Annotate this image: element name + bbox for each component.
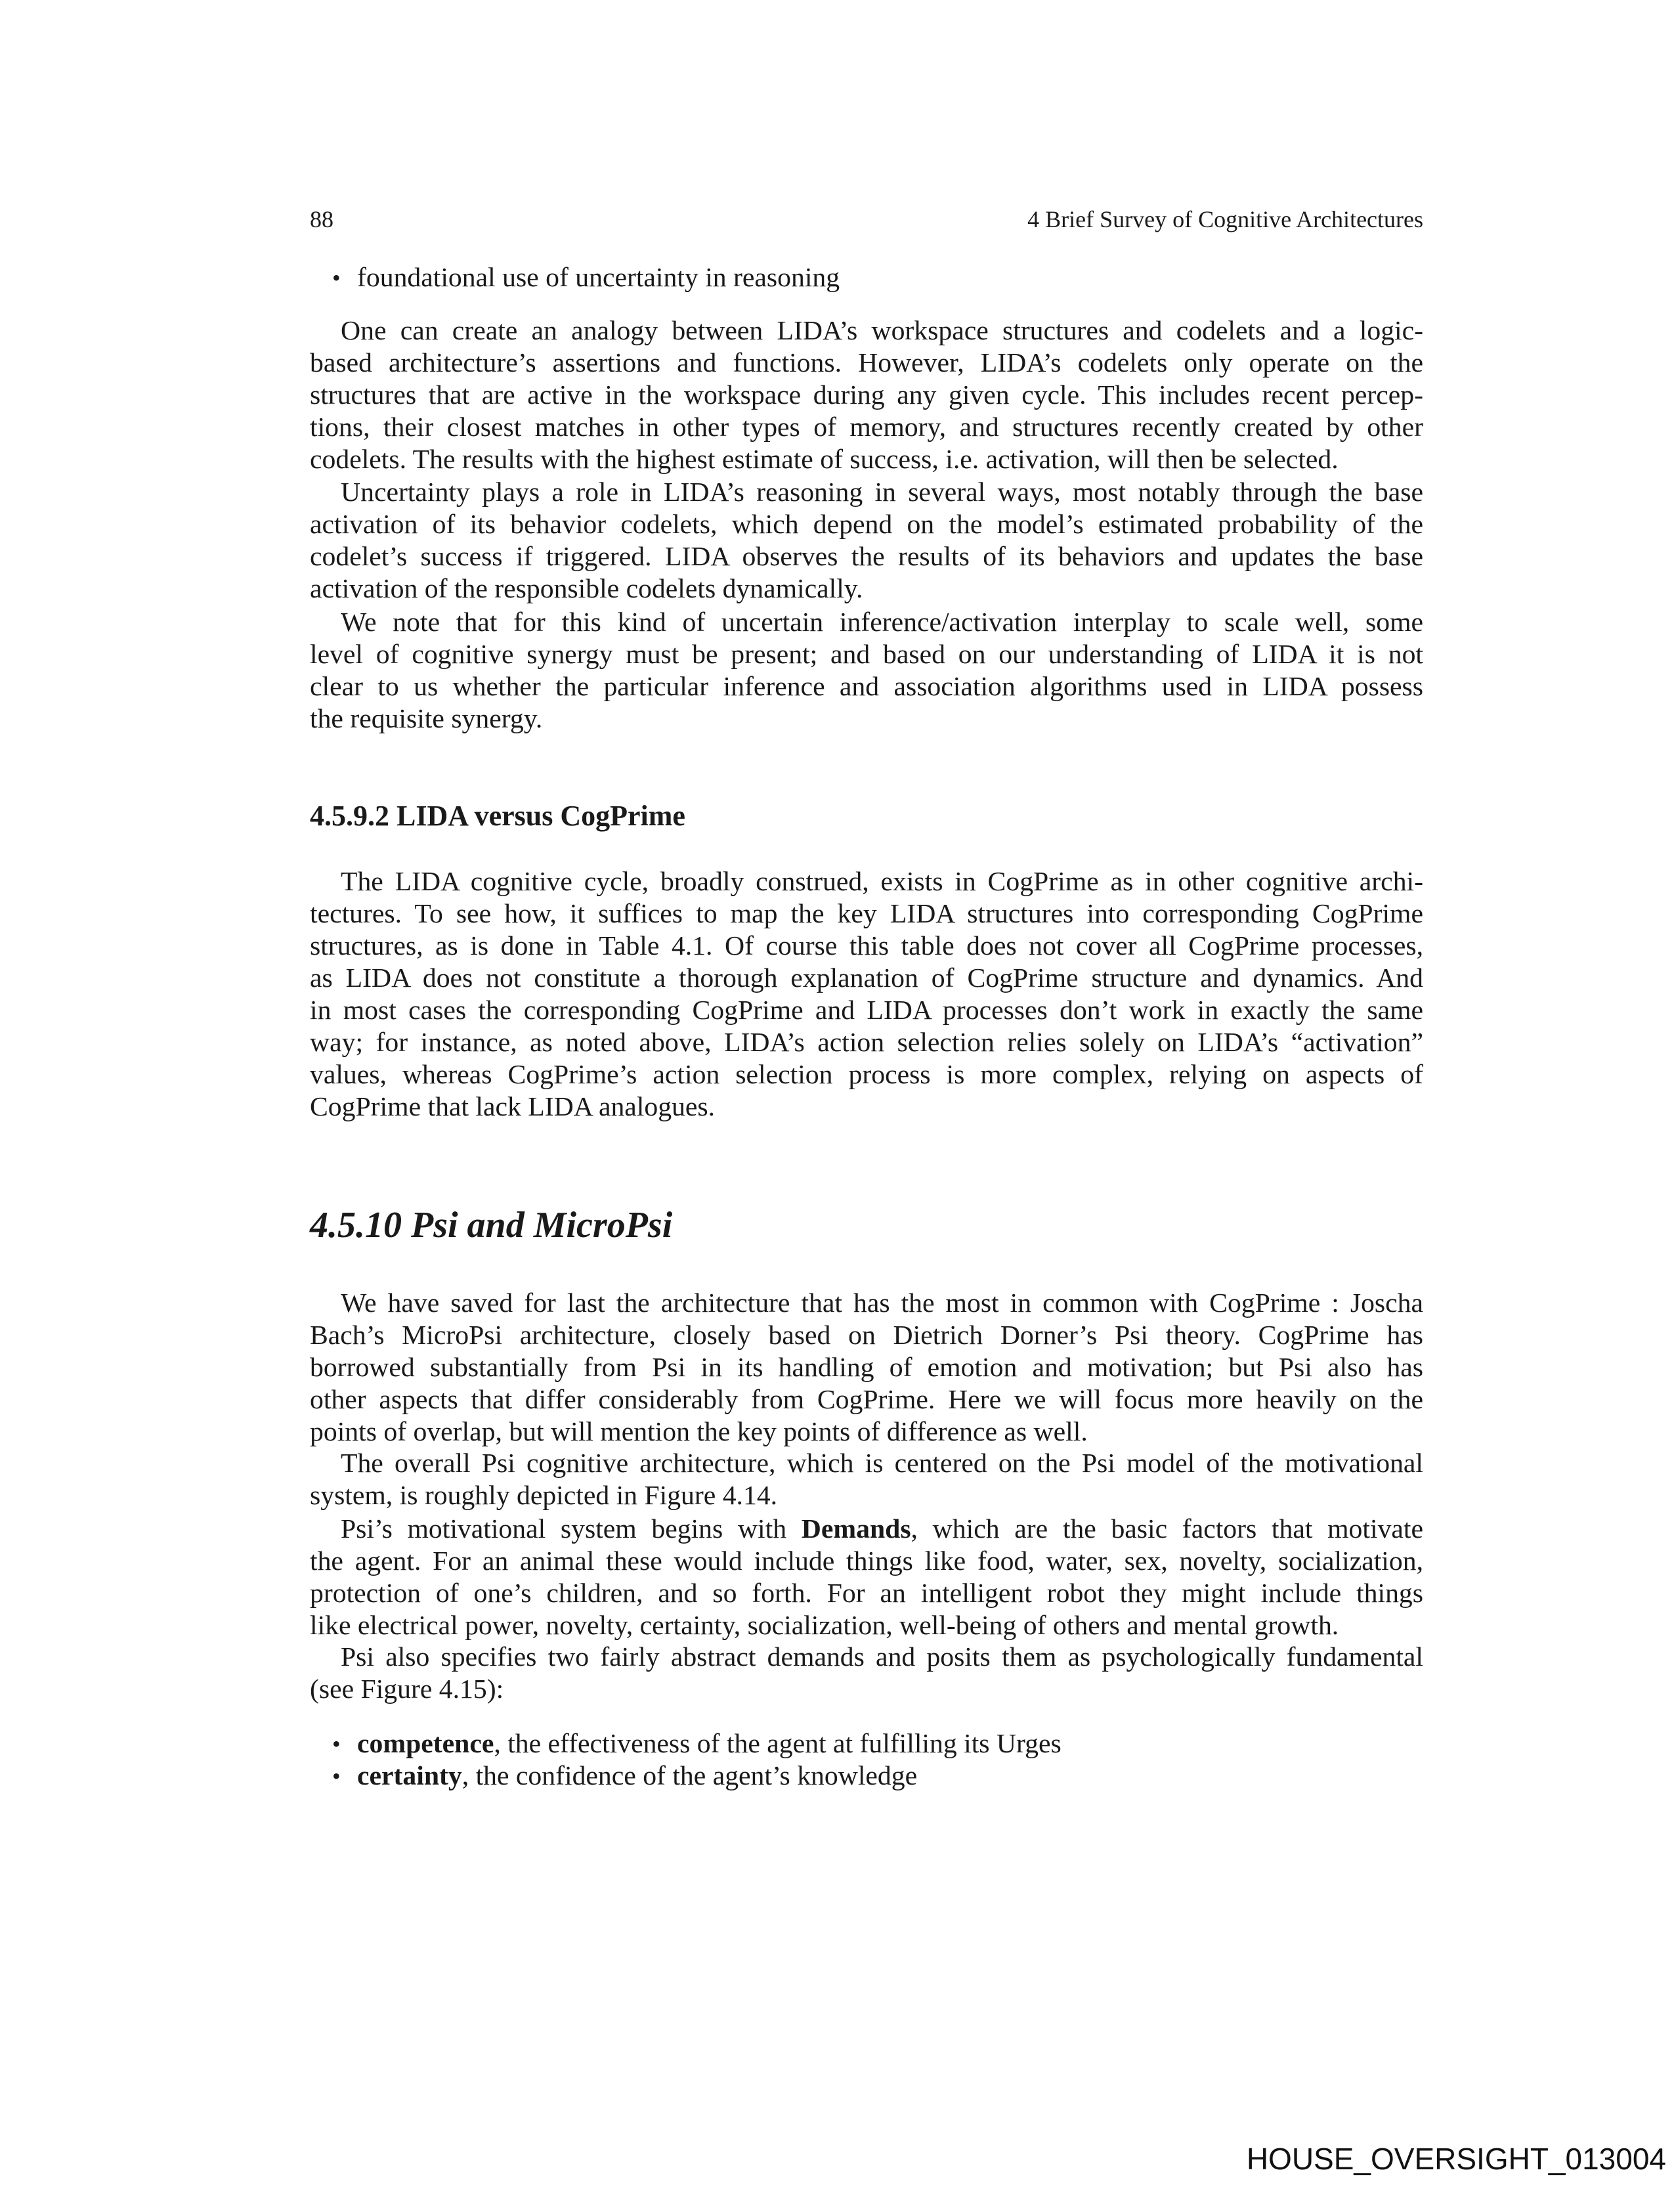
- text-line: like electrical power, novelty, certainty, socialization, well-being of others and mental growth.: [310, 1611, 1339, 1641]
- bold-term: competence: [357, 1729, 494, 1759]
- text-line: codelet’s success if triggered. LIDA observes the results of its behaviors and updates the base: [310, 542, 1423, 572]
- text-line: as LIDA does not constitute a thorough explanation of CogPrime structure and dynamics. And: [310, 963, 1423, 993]
- text-line: We note that for this kind of uncertain inference/activation interplay to scale well, some: [341, 607, 1423, 638]
- text-segment: , the effectiveness of the agent at fulfilling its Urges: [494, 1729, 1062, 1759]
- text-line: (see Figure 4.15):: [310, 1674, 504, 1704]
- text-line: One can create an analogy between LIDA’s workspace structures and codelets and a logic-: [341, 316, 1423, 346]
- page-number: 88: [310, 206, 333, 232]
- text-segment: , which are the basic factors that motivate: [911, 1514, 1423, 1544]
- running-title: 4 Brief Survey of Cognitive Architectures: [1027, 206, 1423, 232]
- text-line: activation of its behavior codelets, which depend on the model’s estimated probability of the: [310, 510, 1423, 540]
- bullet-icon: •: [332, 1731, 341, 1757]
- text-line: Psi also specifies two fairly abstract demands and posits them as psychologically fundamental: [341, 1642, 1423, 1672]
- text-line: The overall Psi cognitive architecture, which is centered on the Psi model of the motivational: [341, 1448, 1423, 1479]
- text-line: structures, as is done in Table 4.1. Of course this table does not cover all CogPrime processes,: [310, 931, 1423, 961]
- list-item: [357, 1761, 917, 1791]
- bullet-icon: •: [332, 1763, 341, 1789]
- text-line: values, whereas CogPrime’s action selection process is more complex, relying on aspects of: [310, 1060, 1423, 1090]
- text-line: codelets. The results with the highest estimate of success, i.e. activation, will then be selected.: [310, 445, 1339, 475]
- text-line: tions, their closest matches in other types of memory, and structures recently created by other: [310, 412, 1423, 443]
- bates-stamp: HOUSE_OVERSIGHT_013004: [1246, 2142, 1666, 2176]
- text-line: clear to us whether the particular inference and association algorithms used in LIDA possess: [310, 672, 1423, 702]
- text-line: CogPrime that lack LIDA analogues.: [310, 1092, 716, 1122]
- text-line: based architecture’s assertions and functions. However, LIDA’s codelets only operate on the: [310, 348, 1423, 378]
- text-line: tectures. To see how, it suffices to map the key LIDA structures into corresponding CogPrime: [310, 899, 1423, 929]
- bullet-icon: •: [332, 265, 341, 291]
- text-line: other aspects that differ considerably from CogPrime. Here we will focus more heavily on the: [310, 1385, 1423, 1415]
- text-line: [341, 1514, 1423, 1544]
- bold-term: certainty: [357, 1761, 462, 1791]
- text-line: Bach’s MicroPsi architecture, closely based on Dietrich Dorner’s Psi theory. CogPrime has: [310, 1320, 1423, 1351]
- list-item: foundational use of uncertainty in reasoning: [357, 263, 840, 293]
- text-line: system, is roughly depicted in Figure 4.14.: [310, 1481, 778, 1511]
- bold-term: Demands: [801, 1514, 911, 1544]
- list-item: [357, 1729, 1062, 1759]
- text-line: We have saved for last the architecture that has the most in common with CogPrime : Joscha: [341, 1288, 1423, 1318]
- text-line: structures that are active in the workspace during any given cycle. This includes recent percep-: [310, 380, 1423, 410]
- text-line: way; for instance, as noted above, LIDA’s action selection relies solely on LIDA’s “activation”: [310, 1028, 1423, 1058]
- text-line: the agent. For an animal these would include things like food, water, sex, novelty, socialization,: [310, 1546, 1423, 1576]
- text-segment: Psi’s motivational system begins with: [341, 1514, 802, 1544]
- text-line: in most cases the corresponding CogPrime and LIDA processes don’t work in exactly the same: [310, 995, 1423, 1026]
- text-line: The LIDA cognitive cycle, broadly construed, exists in CogPrime as in other cognitive archi-: [341, 867, 1423, 897]
- text-line: points of overlap, but will mention the key points of difference as well.: [310, 1417, 1088, 1447]
- text-line: borrowed substantially from Psi in its handling of emotion and motivation; but Psi also has: [310, 1353, 1423, 1383]
- section-heading: 4.5.9.2 LIDA versus CogPrime: [310, 800, 685, 832]
- text-segment: , the confidence of the agent’s knowledge: [461, 1761, 918, 1791]
- text-line: Uncertainty plays a role in LIDA’s reasoning in several ways, most notably through the base: [341, 477, 1423, 508]
- text-line: activation of the responsible codelets dynamically.: [310, 574, 863, 604]
- text-line: protection of one’s children, and so forth. For an intelligent robot they might include things: [310, 1578, 1423, 1609]
- text-line: level of cognitive synergy must be present; and based on our understanding of LIDA it is not: [310, 640, 1423, 670]
- text-line: the requisite synergy.: [310, 704, 543, 734]
- section-heading: 4.5.10 Psi and MicroPsi: [310, 1205, 673, 1246]
